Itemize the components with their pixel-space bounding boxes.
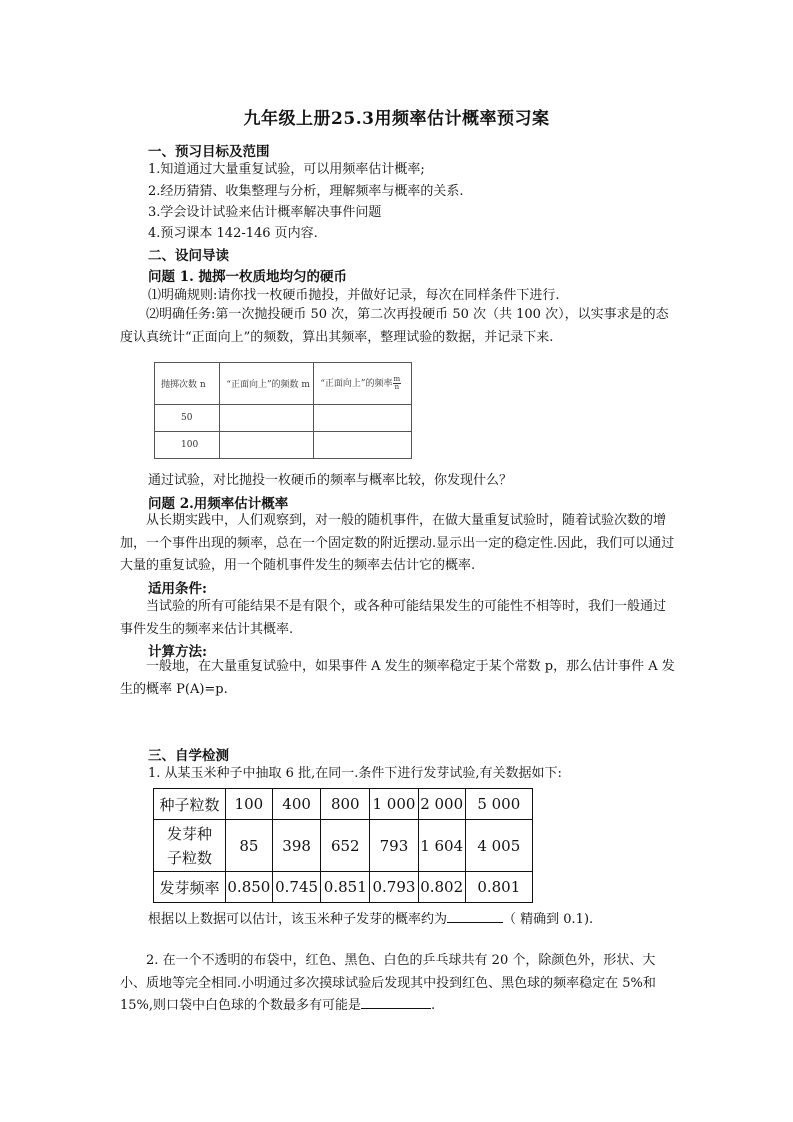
problem-1-question-text: 根据以上数据可以估计，该玉米种子发芽的概率约为 bbox=[148, 912, 448, 927]
table-cell: 400 bbox=[272, 789, 321, 820]
problem-1-precision-note: （ 精确到 0.1). bbox=[503, 912, 594, 927]
comparison-question: 通过试验，对比抛投一枚硬币的频率与概率比较，你发现什么？ bbox=[148, 473, 513, 488]
table-header-text: “正面向上”的频率 bbox=[320, 379, 393, 389]
table-cell: 793 bbox=[370, 820, 419, 872]
question-1-title: 问题 1. 抛掷一枚质地均匀的硬币 bbox=[148, 269, 347, 285]
question-1-rule: ⑴明确规则:请你找一枚硬币抛投，并做好记录，每次在同样条件下进行. bbox=[148, 288, 560, 303]
goal-item-4: 4.预习课本 142-146 页内容. bbox=[148, 226, 318, 241]
method-title: 计算方法: bbox=[148, 644, 207, 660]
table-cell: 1 604 bbox=[418, 820, 465, 872]
germination-table bbox=[153, 788, 533, 903]
table-cell: 4 005 bbox=[465, 820, 532, 872]
problem-2-text: 2. 在一个不透明的布袋中，红色、黑色、白色的乒乓球共有 20 个，除颜色外，形状、大小、质地等完全相同.小明通过多次摸球试验后发现其中投到红色、黑色球的频率稳定在 5%和 15%,则口袋中白色球的个数最多有可能是 bbox=[120, 953, 656, 1013]
table-cell: 2 000 bbox=[418, 789, 465, 820]
table-header-cell bbox=[314, 363, 412, 405]
table-cell-empty bbox=[220, 432, 314, 459]
answer-blank-1[interactable] bbox=[447, 922, 503, 923]
section-heading-self-check: 三、自学检测 bbox=[148, 748, 229, 764]
table-cell: 100 bbox=[225, 789, 272, 820]
table-cell: 0.801 bbox=[465, 872, 532, 903]
goal-item-3: 3.学会设计试验来估计概率解决事件问题 bbox=[148, 205, 382, 220]
table-cell: 85 bbox=[225, 820, 272, 872]
coin-toss-table bbox=[154, 362, 412, 459]
table-cell: 652 bbox=[321, 820, 370, 872]
table-cell: 0.745 bbox=[272, 872, 321, 903]
answer-blank-2[interactable] bbox=[361, 1008, 431, 1009]
table-header-cell: 抛掷次数 n bbox=[155, 363, 220, 405]
table-cell: 398 bbox=[272, 820, 321, 872]
table-cell: 5 000 bbox=[465, 789, 532, 820]
table-cell: 0.793 bbox=[370, 872, 419, 903]
table-cell: 0.851 bbox=[321, 872, 370, 903]
table-cell-empty bbox=[314, 405, 412, 432]
table-cell: 800 bbox=[321, 789, 370, 820]
conditions-text: 当试验的所有可能结果不是有限个，或各种可能结果发生的可能性不相等时，我们一般通过事件发生的频率来估计其概率. bbox=[120, 599, 667, 637]
question-2-title: 问题 2.用频率估计概率 bbox=[148, 496, 289, 512]
table-cell: 50 bbox=[155, 405, 220, 432]
goal-item-1: 1.知道通过大量重复试验，可以用频率估计概率; bbox=[148, 162, 425, 177]
table-cell: 发芽种子粒数 bbox=[154, 820, 226, 872]
question-2-paragraph: 从长期实践中，人们观察到，对一般的随机事件，在做大量重复试验时，随着试验次数的增加，一个事件出现的频率，总在一个固定数的附近摆动.显示出一定的稳定性.因此，我们可以通过大量的重复试验，用一个随机事件发生的频率去估计它的概率. bbox=[120, 513, 675, 573]
table-cell: 0.802 bbox=[418, 872, 465, 903]
fraction-m-over-n: $\frac{m}{n}$ bbox=[393, 375, 401, 391]
table-cell: 1 000 bbox=[370, 789, 419, 820]
goal-item-2: 2.经历猜猜、收集整理与分析，理解频率与概率的关系. bbox=[148, 184, 464, 199]
problem-1-question bbox=[148, 909, 593, 931]
section-heading-guide: 二、设问导读 bbox=[148, 248, 229, 264]
problem-1-intro: 1. 从某玉米种子中抽取 6 批,在同一.条件下进行发芽试验,有关数据如下: bbox=[148, 766, 562, 781]
problem-2-end: . bbox=[431, 998, 436, 1013]
conditions-title: 适用条件: bbox=[148, 581, 207, 597]
page-title: 九年级上册25.3用频率估计概率预习案 bbox=[243, 109, 550, 129]
table-cell: 种子粒数 bbox=[154, 789, 226, 820]
table-header-cell: “正面向上”的频数 m bbox=[220, 363, 314, 405]
table-cell-empty bbox=[220, 405, 314, 432]
table-cell: 100 bbox=[155, 432, 220, 459]
problem-2 bbox=[120, 950, 676, 1018]
method-text: 一般地，在大量重复试验中，如果事件 A 发生的频率稳定于某个常数 p，那么估计事件 A 发生的概率 P(A)=p. bbox=[120, 659, 675, 697]
section-heading-goals: 一、预习目标及范围 bbox=[148, 144, 270, 160]
table-cell-empty bbox=[314, 432, 412, 459]
table-cell: 发芽频率 bbox=[154, 872, 226, 903]
table-cell: 0.850 bbox=[225, 872, 272, 903]
question-1-task: ⑵明确任务:第一次抛投硬币 50 次，第二次再投硬币 50 次（共 100 次），以实事求是的态度认真统计“正面向上”的频数，算出其频率，整理试验的数据，并记录下来. bbox=[120, 307, 669, 345]
